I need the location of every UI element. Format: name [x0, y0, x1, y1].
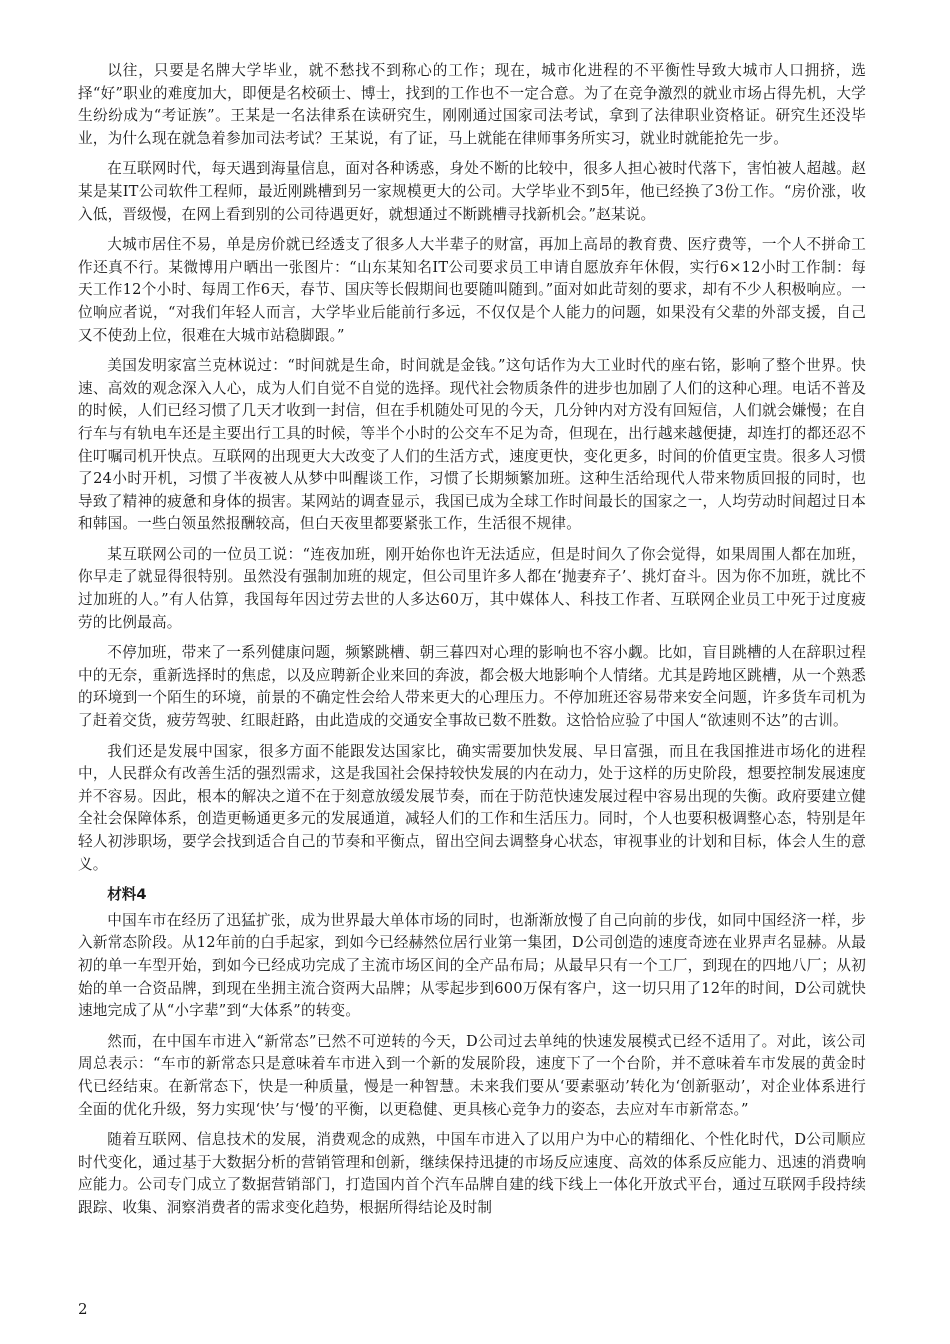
paragraph: 美国发明家富兰克林说过：“时间就是生命，时间就是金钱。”这句话作为大工业时代的座右铭，影响了整个世界。快速、高效的观念深入人心，成为人们自觉不自觉的选择。现代社会物质条件的进步也加剧了人们的这种心理。电话不普及的时候，人们已经习惯了几天才收到一封信，但在手机随处可见的今天，几分钟内对方没有回短信，人们就会嫌慢；在自行车与有轨电车还是主要出行工具的时候，等半个小时的公交车不足为奇，但现在，出行越来越便捷，却连打的都还忍不住叮嘱司机开快点。互联网的出现更大大改变了人们的生活方式，速度更快，变化更多，时间的价值更宝贵。很多人习惯了24小时开机，习惯了半夜被人从梦中叫醒谈工作，习惯了长期频繁加班。这种生活给现代人带来物质回报的同时，也导致了精神的疲惫和身体的损害。某网站的调查显示，我国已成为全球工作时间最长的国家之一，人均劳动时间超过日本和韩国。一些白领虽然报酬较高，但白天夜里都要紧张工作，生活很不规律。 — [78, 357, 866, 533]
paragraph: 某互联网公司的一位员工说：“连夜加班，刚开始你也许无法适应，但是时间久了你会觉得，如果周围人都在加班，你早走了就显得很特别。虽然没有强制加班的规定，但公司里许多人都在‘抛妻弃子’、挑灯奋斗。因为你不加班，就比不过加班的人。”有人估算，我国每年因过劳去世的人多达60万，其中媒体人、科技工作者、互联网企业员工中死于过度疲劳的比例最高。 — [78, 545, 866, 631]
paragraph: 不停加班，带来了一系列健康问题，频繁跳槽、朝三暮四对心理的影响也不容小觑。比如，盲目跳槽的人在辞职过程中的无奈，重新选择时的焦虑，以及应聘新企业来回的奔波，都会极大地影响个人情绪。尤其是跨地区跳槽，从一个熟悉的环境到一个陌生的环境，前景的不确定性会给人带来更大的心理压力。不停加班还容易带来安全问题，许多货车司机为了赶着交货，疲劳驾驶、红眼赶路，由此造成的交通安全事故已数不胜数。这恰恰应验了中国人“欲速则不达”的古训。 — [78, 644, 866, 730]
document-page — [78, 60, 866, 1228]
paragraph: 在互联网时代，每天遇到海量信息，面对各种诱惑，身处不断的比较中，很多人担心被时代落下，害怕被人超越。赵某是某IT公司软件工程师，最近刚跳槽到另一家规模更大的公司。大学毕业不到5年，他已经换了3份工作。“房价涨，收入低，晋级慢，在网上看到别的公司待遇更好，就想通过不断跳槽寻找新机会。”赵某说。 — [78, 160, 866, 223]
paragraph: 然而，在中国车市进入“新常态”已然不可逆转的今天，D公司过去单纯的快速发展模式已经不适用了。对此，该公司周总表示：“车市的新常态只是意味着车市进入到一个新的发展阶段，速度下了一个台阶，并不意味着车市发展的黄金时代已经结束。在新常态下，快是一种质量，慢是一种智慧。未来我们要从‘要素驱动’转化为‘创新驱动’，对企业体系进行全面的优化升级，努力实现‘快’与‘慢’的平衡，以更稳健、更具核心竞争力的姿态，去应对车市新常态。” — [78, 1032, 866, 1118]
paragraph: 我们还是发展中国家，很多方面不能跟发达国家比，确实需要加快发展、早日富强，而且在我国推进市场化的进程中，人民群众有改善生活的强烈需求，这是我国社会保持较快发展的内在动力，处于这样的历史阶段，想要控制发展速度并不容易。因此，根本的解决之道不在于刻意放缓发展节奏，而在于防范快速发展过程中容易出现的失衡。政府要建立健全社会保障体系，创造更畅通更多元的发展通道，减轻人们的工作和生活压力。同时，个人也要积极调整心态，特别是年轻人初涉职场，要学会找到适合自己的节奏和平衡点，留出空间去调整身心状态，审视事业的计划和目标，体会人生的意义。 — [78, 742, 866, 873]
paragraph: 大城市居住不易，单是房价就已经透支了很多人大半辈子的财富，再加上高昂的教育费、医疗费等，一个人不拼命工作还真不行。某微博用户晒出一张图片：“山东某知名IT公司要求员工申请自愿放弃年休假，实行6×12小时工作制：每天工作12个小时、每周工作6天，春节、国庆等长假期间也要随叫随到。”面对如此苛刻的要求，却有不少人积极响应。一位响应者说，“对我们年轻人而言，大学毕业后能前行多远，不仅仅是个人能力的问题，如果没有父辈的外部支援，自己又不使劲上位，很难在大城市站稳脚跟。” — [78, 236, 866, 344]
paragraph: 中国车市在经历了迅猛扩张，成为世界最大单体市场的同时，也渐渐放慢了自己向前的步伐，如同中国经济一样，步入新常态阶段。从12年前的白手起家，到如今已经赫然位居行业第一集团，D公司创造的速度奇迹在业界声名显赫。从最初的单一车型开始，到如今已经成功完成了主流市场区间的全产品布局；从最早只有一个工厂，到现在的四地八厂；从初始的单一合资品牌，到现在坐拥主流合资两大品牌；从零起步到600万保有客户，这一切只用了12年的时间，D公司就快速地完成了从“小字辈”到“大体系”的转变。 — [78, 911, 866, 1020]
paragraph: 随着互联网、信息技术的发展，消费观念的成熟，中国车市进入了以用户为中心的精细化、个性化时代，D公司顺应时代变化，通过基于大数据分析的营销管理和创新，继续保持迅捷的市场反应速度、高效的体系反应能力、迅速的消费响应能力。公司专门成立了数据营销部门，打造国内首个汽车品牌自建的线下线上一体化开放式平台，通过互联网手段持续跟踪、收集、洞察消费者的需求变化趋势，根据所得结论及时制 — [78, 1131, 866, 1216]
paragraph: 以往，只要是名牌大学毕业，就不愁找不到称心的工作；现在，城市化进程的不平衡性导致大城市人口拥挤，选择“好”职业的难度加大，即便是名校硕士、博士，找到的工作也不一定合意。为了在竞争激烈的就业市场占得先机，大学生纷纷成为“考证族”。王某是一名法律系在读研究生，刚刚通过国家司法考试，拿到了法律职业资格证。研究生还没毕业，为什么现在就急着参加司法考试？王某说，有了证，马上就能在律师事务所实习，就业时就能抢先一步。 — [78, 62, 866, 147]
section-heading-material-4: 材料4 — [107, 886, 147, 904]
page-number: 2 — [78, 1300, 88, 1318]
